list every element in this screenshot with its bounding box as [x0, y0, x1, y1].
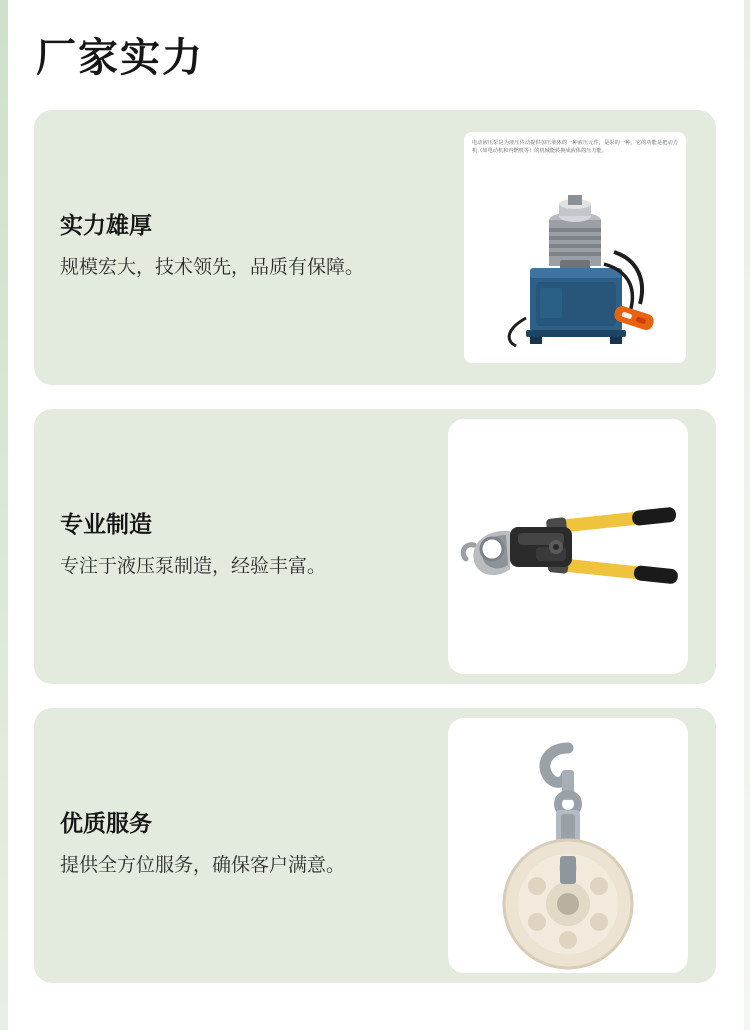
- page-title: 厂家实力: [36, 36, 204, 80]
- feature-card: [34, 110, 716, 385]
- feature-card-description: 提供全方位服务，确保客户满意。: [60, 855, 346, 877]
- feature-card-heading: 专业制造: [60, 511, 152, 538]
- image-caption-text: 电动液压泵是为液压传动提供加压液体的一种液压元件，是泵的一种。它的功能是把动力机（如电动机和内燃机等）的机械能转换成液体的压力能。: [472, 140, 678, 154]
- nylon-cable-pulley-block-icon: [448, 718, 688, 973]
- hydraulic-crimping-tool-icon: [448, 419, 688, 674]
- feature-card-heading: 优质服务: [60, 810, 152, 837]
- right-accent-bar: [744, 0, 750, 1030]
- feature-card-text: [34, 212, 454, 282]
- feature-card-image: [448, 419, 688, 674]
- left-accent-bar: [0, 0, 8, 1030]
- feature-card: [34, 708, 716, 983]
- electric-hydraulic-pump-icon: [464, 132, 686, 363]
- feature-card-text: [34, 810, 454, 880]
- feature-card-image: [464, 132, 686, 363]
- feature-card-heading: 实力雄厚: [60, 212, 152, 239]
- feature-card-description: 规模宏大，技术领先，品质有保障。: [60, 257, 365, 279]
- feature-card-text: [34, 511, 454, 581]
- feature-card-image: [448, 718, 688, 973]
- feature-card-description: 专注于液压泵制造，经验丰富。: [60, 556, 327, 578]
- feature-card: [34, 409, 716, 684]
